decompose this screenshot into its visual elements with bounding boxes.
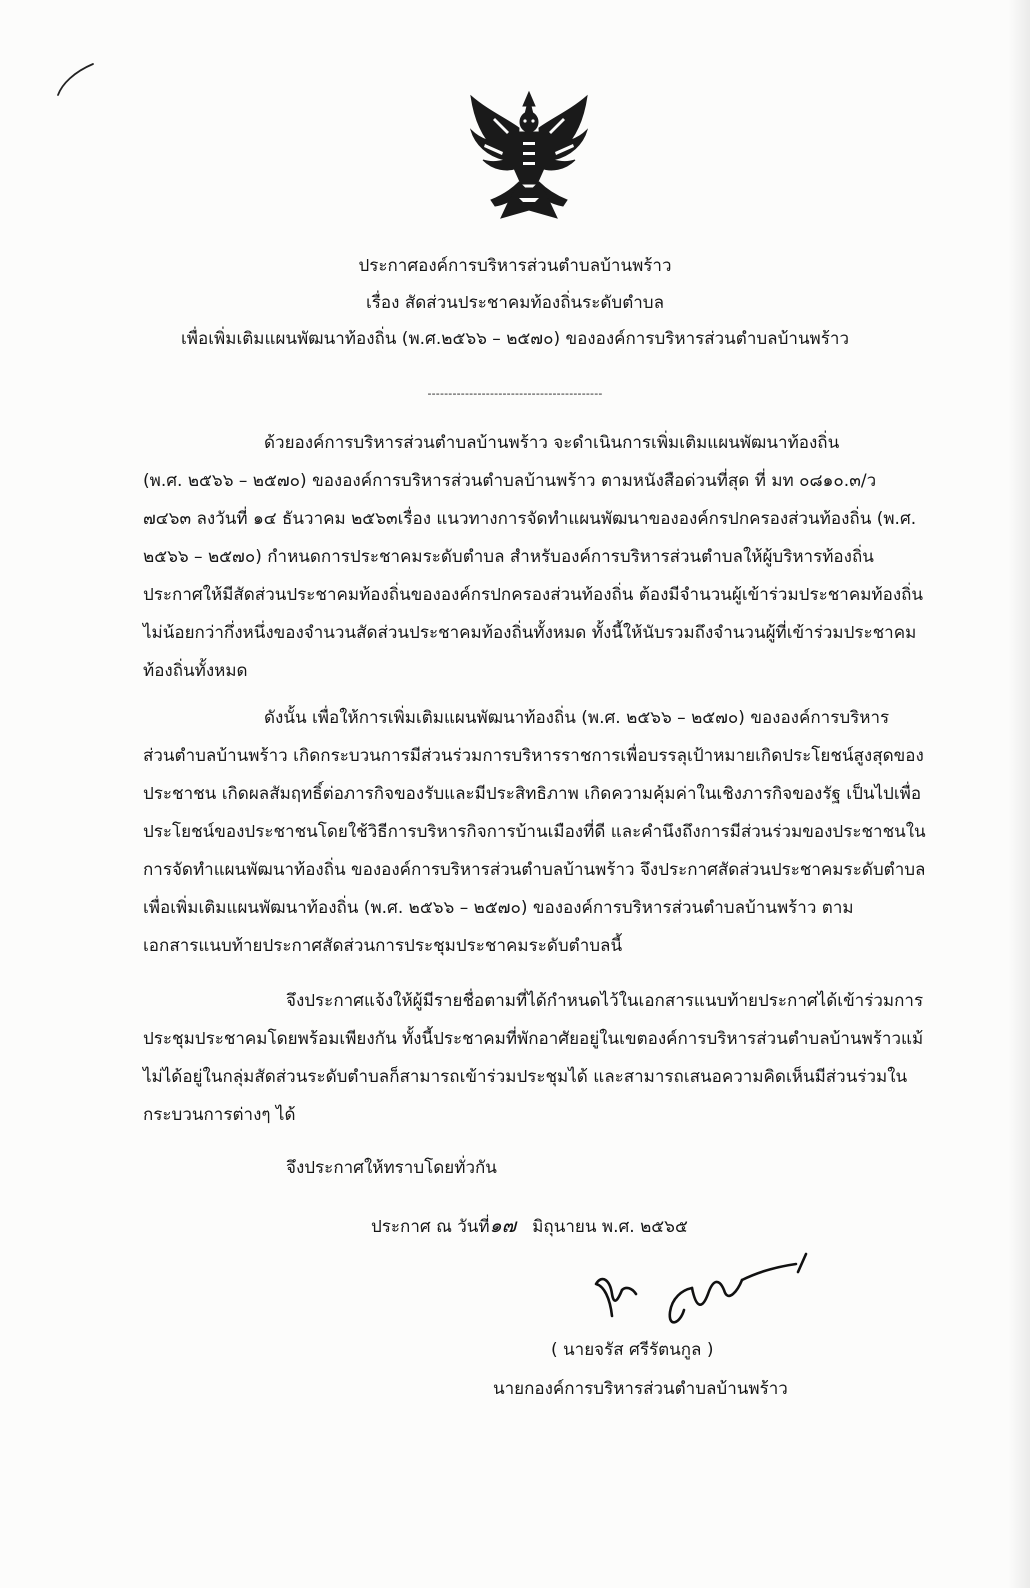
paragraph-3-line: กระบวนการต่างๆ ได้ [143,1105,296,1125]
announcement-title: ประกาศองค์การบริหารส่วนตำบลบ้านพร้าว [358,256,672,276]
garuda-emblem [465,88,593,228]
paragraph-1-line: ๒๕๖๖ – ๒๕๗๐) กำหนดการประชาคมระดับตำบล สำหรับองค์การบริหารส่วนตำบลให้ผู้บริหารท้องถิ่น [143,547,874,567]
paragraph-3-line: ประชุมประชาคมโดยพร้อมเพียงกัน ทั้งนี้ประชาคมที่พักอาศัยอยู่ในเขตองค์การบริหารส่วนตำบลบ้านพร้าวแม้ [143,1029,924,1049]
announcement-subject-detail: เพื่อเพิ่มเติมแผนพัฒนาท้องถิ่น (พ.ศ.๒๕๖๖ – ๒๕๗๐) ขององค์การบริหารส่วนตำบลบ้านพร้าว [181,329,849,349]
paragraph-1-line: ประกาศให้มีสัดส่วนประชาคมท้องถิ่นขององค์กรปกครองส่วนท้องถิ่น ต้องมีจำนวนผู้เข้าร่วมประชาคมท้องถิ่น [143,585,924,605]
paragraph-2-line: ประชาชน เกิดผลสัมฤทธิ์ต่อภารกิจของรับและมีประสิทธิภาพ เกิดความคุ้มค่าในเชิงภารกิจของรัฐ เป็นไปเพื่อ [143,784,922,804]
announcement-subject: เรื่อง สัดส่วนประชาคมท้องถิ่นระดับตำบล [365,293,665,313]
paragraph-1-line: ไม่น้อยกว่ากึ่งหนึ่งของจำนวนสัดส่วนประชาคมท้องถิ่นทั้งหมด ทั้งนี้ให้นับรวมถึงจำนวนผู้ที่เข้าร่วมประชาคม [143,623,917,643]
date-suffix: มิถุนายน พ.ศ. ๒๕๖๕ [532,1217,688,1237]
paragraph-2-line: ดังนั้น เพื่อให้การเพิ่มเติมแผนพัฒนาท้องถิ่น (พ.ศ. ๒๕๖๖ – ๒๕๗๐) ขององค์การบริหาร [264,708,890,728]
paragraph-2-line: เพื่อเพิ่มเติมแผนพัฒนาท้องถิ่น (พ.ศ. ๒๕๖๖ – ๒๕๗๐) ขององค์การบริหารส่วนตำบลบ้านพร้าว ตาม [143,898,854,918]
paragraph-2-line: ส่วนตำบลบ้านพร้าว เกิดกระบวนการมีส่วนร่วมการบริหารราชการเพื่อบรรลุเป้าหมายเกิดประโยชน์สูงสุดของ [143,746,924,766]
signatory-name: ( นายจรัส ศรีรัตนกูล ) [551,1340,714,1360]
paragraph-1-line: ด้วยองค์การบริหารส่วนตำบลบ้านพร้าว จะดำเนินการเพิ่มเติมแผนพัฒนาท้องถิ่น [264,433,840,453]
paragraph-1-line: (พ.ศ. ๒๕๖๖ – ๒๕๗๐) ขององค์การบริหารส่วนตำบลบ้านพร้าว ตามหนังสือด่วนที่สุด ที่ มท ๐๘๑๐.๓/ว [143,471,877,491]
paragraph-2-line: ประโยชน์ของประชาชนโดยใช้วิธีการบริหารกิจการบ้านเมืองที่ดี และคำนึงถึงการมีส่วนร่วมของประชาชนใน [143,822,926,842]
paragraph-3-line: จึงประกาศแจ้งให้ผู้มีรายชื่อตามที่ได้กำหนดไว้ในเอกสารแนบท้ายประกาศได้เข้าร่วมการ [286,991,924,1011]
paragraph-3-line: ไม่ได้อยู่ในกลุ่มสัดส่วนระดับตำบลก็สามารถเข้าร่วมประชุมได้ และสามารถเสนอความคิดเห็นมีส่วนร่วมใน [143,1067,908,1087]
paragraph-2-line: เอกสารแนบท้ายประกาศสัดส่วนการประชุมประชาคมระดับตำบลนี้ [143,936,623,956]
signatory-title: นายกองค์การบริหารส่วนตำบลบ้านพร้าว [493,1379,788,1399]
paragraph-1-line: ๗๔๖๓ ลงวันที่ ๑๔ ธันวาคม ๒๕๖๓เรื่อง แนวทางการจัดทำแผนพัฒนาขององค์กรปกครองส่วนท้องถิ่น (พ.ศ. [143,509,917,529]
paragraph-1-line: ท้องถิ่นทั้งหมด [143,661,248,681]
date-day-handwritten: ๑๗ [489,1215,516,1237]
handwritten-tick-mark [56,62,96,98]
scan-edge-shadow [1008,0,1030,1588]
handwritten-signature [592,1250,822,1330]
closing-statement: จึงประกาศให้ทราบโดยทั่วกัน [286,1158,497,1178]
separator-rule: ------------------------------------------ [427,387,603,400]
date-prefix: ประกาศ ณ วันที่ [371,1217,490,1237]
announcement-date [371,1214,688,1239]
paragraph-2-line: การจัดทำแผนพัฒนาท้องถิ่น ขององค์การบริหารส่วนตำบลบ้านพร้าว จึงประกาศสัดส่วนประชาคมระดับตำบล [143,860,926,880]
